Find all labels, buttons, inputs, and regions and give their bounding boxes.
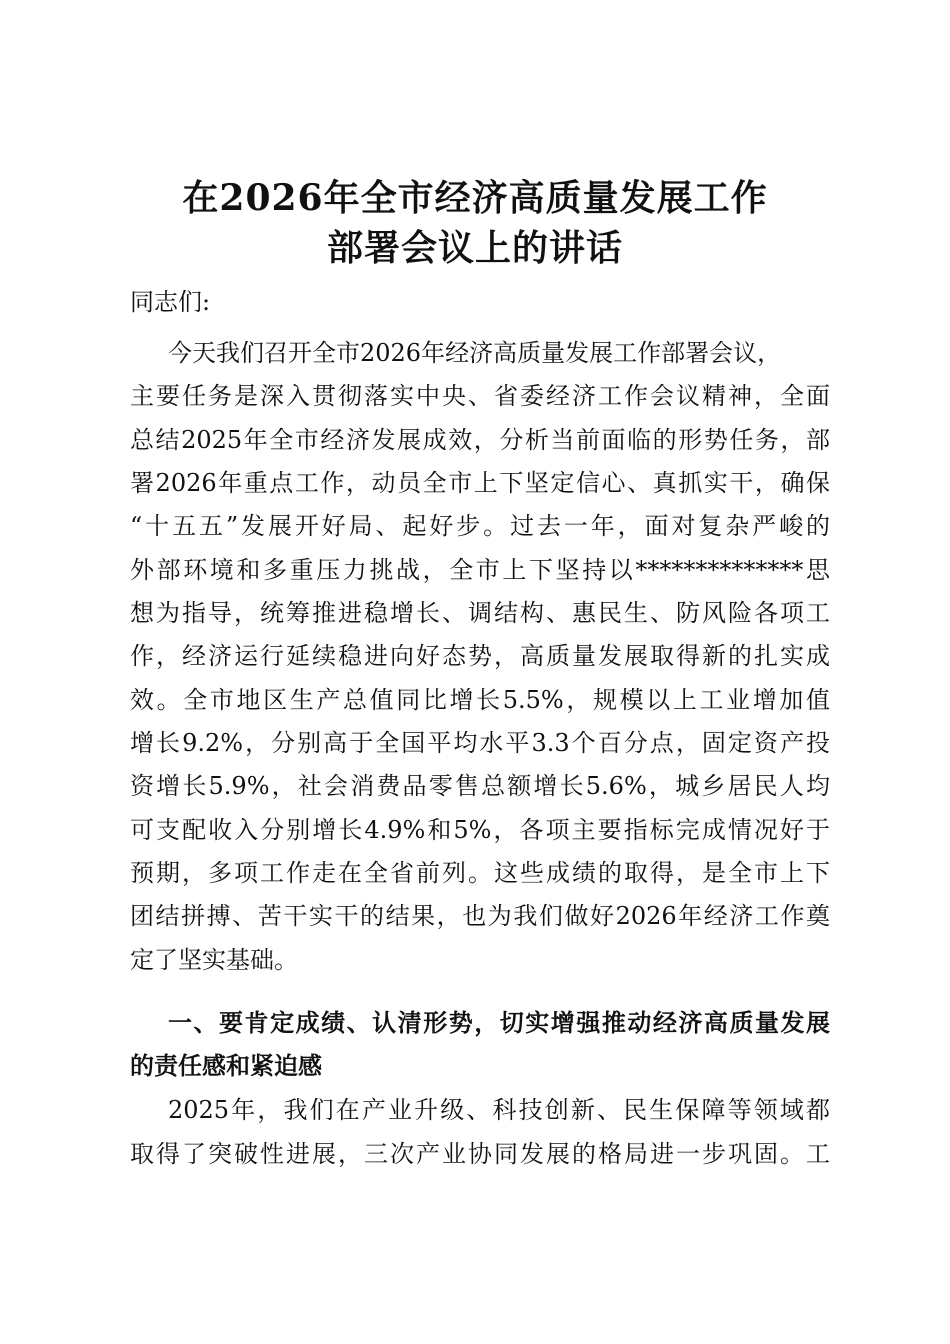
paragraph-1-line: 资增长5.9%，社会消费品零售总额增长5.6%，城乡居民人均 <box>130 772 830 800</box>
paragraph-2-line: 2025年，我们在产业升级、科技创新、民生保障等领域都 <box>168 1096 830 1124</box>
section-heading-1-line: 一、要肯定成绩、认清形势，切实增强推动经济高质量发展 <box>168 1008 830 1037</box>
paragraph-1-line: 预期，多项工作走在全省前列。这些成绩的取得，是全市上下 <box>130 859 830 887</box>
paragraph-1-line: 想为指导，统筹推进稳增长、调结构、惠民生、防风险各项工 <box>130 599 830 627</box>
paragraph-1-line: 效。全市地区生产总值同比增长5.5%，规模以上工业增加值 <box>130 686 830 714</box>
paragraph-1-line: 可支配收入分别增长4.9%和5%，各项主要指标完成情况好于 <box>130 816 830 844</box>
document-title-line-2: 部署会议上的讲话 <box>326 227 623 269</box>
paragraph-1-line: “十五五”发展开好局、起好步。过去一年，面对复杂严峻的 <box>130 512 830 540</box>
paragraph-1-line: 作，经济运行延续稳进向好态势，高质量发展取得新的扎实成 <box>130 642 830 670</box>
paragraph-1-line: 外部环境和多重压力挑战，全市上下坚持以**************思 <box>130 556 830 584</box>
salutation: 同志们: <box>130 288 211 316</box>
paragraph-2-line: 取得了突破性进展，三次产业协同发展的格局进一步巩固。工 <box>130 1140 830 1168</box>
paragraph-1-line: 总结2025年全市经济发展成效，分析当前面临的形势任务，部 <box>130 426 830 454</box>
paragraph-1-line: 定了坚实基础。 <box>130 946 298 974</box>
paragraph-1-line: 主要任务是深入贯彻落实中央、省委经济工作会议精神，全面 <box>130 382 830 410</box>
paragraph-1-line: 今天我们召开全市2026年经济高质量发展工作部署会议， <box>168 339 782 367</box>
section-heading-1-line: 的责任感和紧迫感 <box>130 1051 322 1080</box>
paragraph-1-line: 增长9.2%，分别高于全国平均水平3.3个百分点，固定资产投 <box>130 729 830 757</box>
paragraph-1-line: 团结拼搏、苦干实干的结果，也为我们做好2026年经济工作奠 <box>130 902 830 930</box>
document-title-line-1: 在2026年全市经济高质量发展工作 <box>182 177 768 219</box>
paragraph-1-line: 署2026年重点工作，动员全市上下坚定信心、真抓实干，确保 <box>130 469 830 497</box>
